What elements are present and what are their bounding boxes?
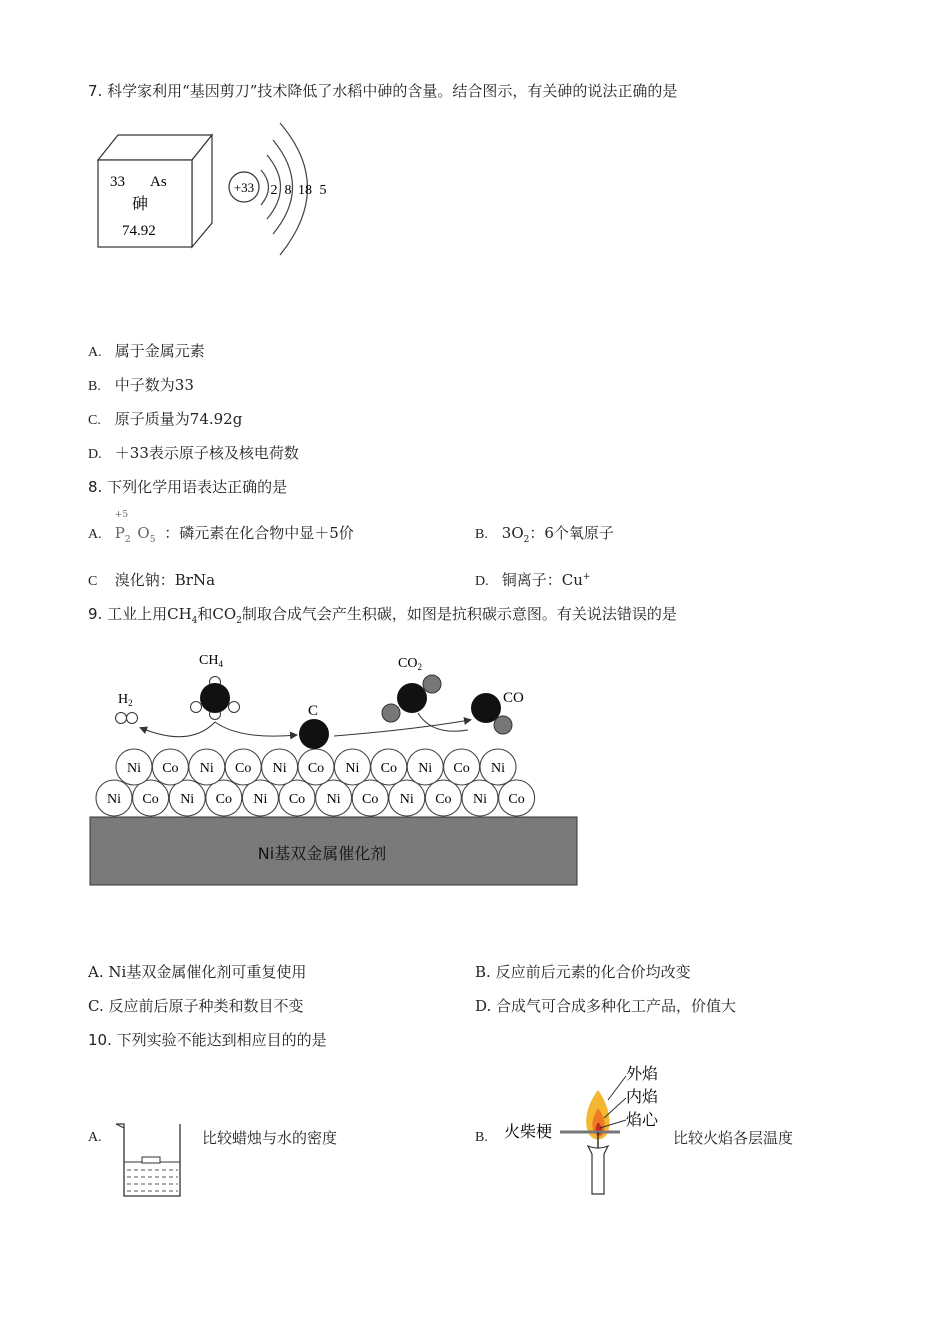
co2-o-atom xyxy=(423,675,441,693)
q7-option-a[interactable]: A. 属于金属元素 xyxy=(88,342,205,360)
candle xyxy=(588,1146,608,1194)
catalyst-label: Ni基双金属催化剂 xyxy=(257,844,387,863)
q7-option-b[interactable]: B. 中子数为33 xyxy=(88,376,194,394)
q8-option-b[interactable]: B. $3O_2$：6个氧原子 xyxy=(475,524,614,545)
co2-c-atom xyxy=(397,683,427,713)
q10-stem: 10. 下列实验不能达到相应目的的是 xyxy=(88,1031,327,1049)
ch4-h-atom xyxy=(229,702,240,713)
metal-atom-label: Ni xyxy=(253,792,268,807)
anti-carbon-diagram xyxy=(0,640,600,895)
metal-atom-label: Ni xyxy=(180,792,195,807)
flame-core-label: 焰心 xyxy=(626,1110,659,1129)
atomic-mass: 74.92 xyxy=(122,223,156,239)
q9-option-b[interactable]: B. 反应前后元素的化合价均改变 xyxy=(475,963,691,981)
metal-atom-label: Co xyxy=(380,761,397,776)
metal-atom-label: Co xyxy=(215,792,232,807)
shell-1-electrons: 2 xyxy=(270,183,278,198)
arrow-to-carbon xyxy=(215,722,296,736)
metal-atom-label: Co xyxy=(235,761,252,776)
q8-option-c[interactable]: C 溴化钠：BrNa xyxy=(88,571,216,589)
metal-atom-label: Co xyxy=(508,792,525,807)
metal-atom-label: Co xyxy=(142,792,159,807)
q7-option-d[interactable]: D. ＋33表示原子核及核电荷数 xyxy=(88,444,299,462)
q10-option-b-text: 比较火焰各层温度 xyxy=(673,1129,794,1147)
nucleus-charge: +33 xyxy=(233,180,255,195)
beaker-figure xyxy=(112,1118,188,1200)
water-hatching xyxy=(127,1170,178,1191)
q9-stem: 9. 工业上用$CH_4$和$CO_2$制取合成气会产生积碳，如图是抗积碳示意图。有关说法错误的是 xyxy=(88,605,677,626)
metal-atom-label: Co xyxy=(307,761,325,776)
inner-flame-label: 内焰 xyxy=(626,1087,659,1106)
metal-atom-label: Ni xyxy=(473,792,487,807)
candle-flame-figure xyxy=(500,1060,670,1200)
metal-atom-label: Co xyxy=(362,792,379,807)
metal-atom-label: Co xyxy=(162,761,179,776)
element-symbol: As xyxy=(150,174,167,190)
metal-atom-label: Ni xyxy=(127,761,141,776)
metal-atom-label: Co xyxy=(435,792,452,807)
q9-option-d[interactable]: D. 合成气可合成多种化工产品，价值大 xyxy=(475,997,737,1015)
shell-4-electrons: 5 xyxy=(319,183,327,198)
shell-3-electrons: 18 xyxy=(298,183,312,198)
metal-atom-label: Ni xyxy=(107,792,121,807)
metal-atom-label: Ni xyxy=(199,761,214,776)
q7-option-c[interactable]: C. 原子质量为74.92g xyxy=(88,410,243,428)
metal-atom-label: Ni xyxy=(491,761,505,776)
co2-label: $CO_2$ xyxy=(398,656,422,672)
arsenic-element-figure xyxy=(90,115,340,265)
metal-atom-label: Ni xyxy=(418,761,433,776)
co-label: CO xyxy=(503,690,524,706)
ch4-c-atom xyxy=(200,683,230,713)
metal-atom-label: Ni xyxy=(399,792,414,807)
q8-option-a[interactable]: A. +5 $P_2$ $O_5$ ：磷元素在化合物中显＋5价 xyxy=(88,510,354,545)
carbon-atom xyxy=(299,719,329,749)
metal-atom-label: Co xyxy=(288,792,306,807)
co-o-atom xyxy=(494,716,512,734)
h2-atom xyxy=(116,713,127,724)
h2-label: $H_2$ xyxy=(118,692,133,708)
element-name: 砷 xyxy=(132,194,149,213)
q9-option-a[interactable]: A. Ni基双金属催化剂可重复使用 xyxy=(88,963,307,981)
carbon-label: C xyxy=(308,703,319,719)
shell-2-electrons: 8 xyxy=(284,183,292,198)
ch4-label: $CH_4$ xyxy=(199,653,223,669)
outer-flame-label: 外焰 xyxy=(626,1064,659,1083)
metal-atom-layer xyxy=(96,749,535,816)
p2o5-formula: +5 $P_2$ $O_5$ xyxy=(114,510,156,545)
h2-atom xyxy=(127,713,138,724)
q7-stem: 7. 科学家利用“基因剪刀”技术降低了水稻中砷的含量。结合图示，有关砷的说法正确的是 xyxy=(88,82,678,100)
metal-atom-label: Ni xyxy=(345,761,360,776)
ch4-h-atom xyxy=(191,702,202,713)
atomic-number: 33 xyxy=(110,174,125,190)
q10-option-b-label[interactable]: B. xyxy=(475,1130,488,1145)
q9-option-c[interactable]: C. 反应前后原子种类和数目不变 xyxy=(88,997,304,1015)
arrow-co2-down xyxy=(418,713,468,731)
metal-atom-label: Ni xyxy=(326,792,341,807)
wax-piece xyxy=(142,1157,160,1163)
q10-option-a-text: 比较蜡烛与水的密度 xyxy=(202,1129,338,1147)
metal-atom-label: Ni xyxy=(272,761,287,776)
co2-o-atom xyxy=(382,704,400,722)
arrow-to-h2 xyxy=(141,722,215,737)
q8-option-d[interactable]: D. 铜离子：Cu+ xyxy=(475,571,591,589)
q10-option-a-label[interactable]: A. xyxy=(88,1130,102,1145)
matchstick-label: 火柴梗 xyxy=(504,1122,553,1141)
arrow-carbon-to-co xyxy=(334,720,470,736)
valence-mark: +5 xyxy=(114,510,129,520)
metal-atom-label: Co xyxy=(453,761,470,776)
q8-stem: 8. 下列化学用语表达正确的是 xyxy=(88,478,288,496)
